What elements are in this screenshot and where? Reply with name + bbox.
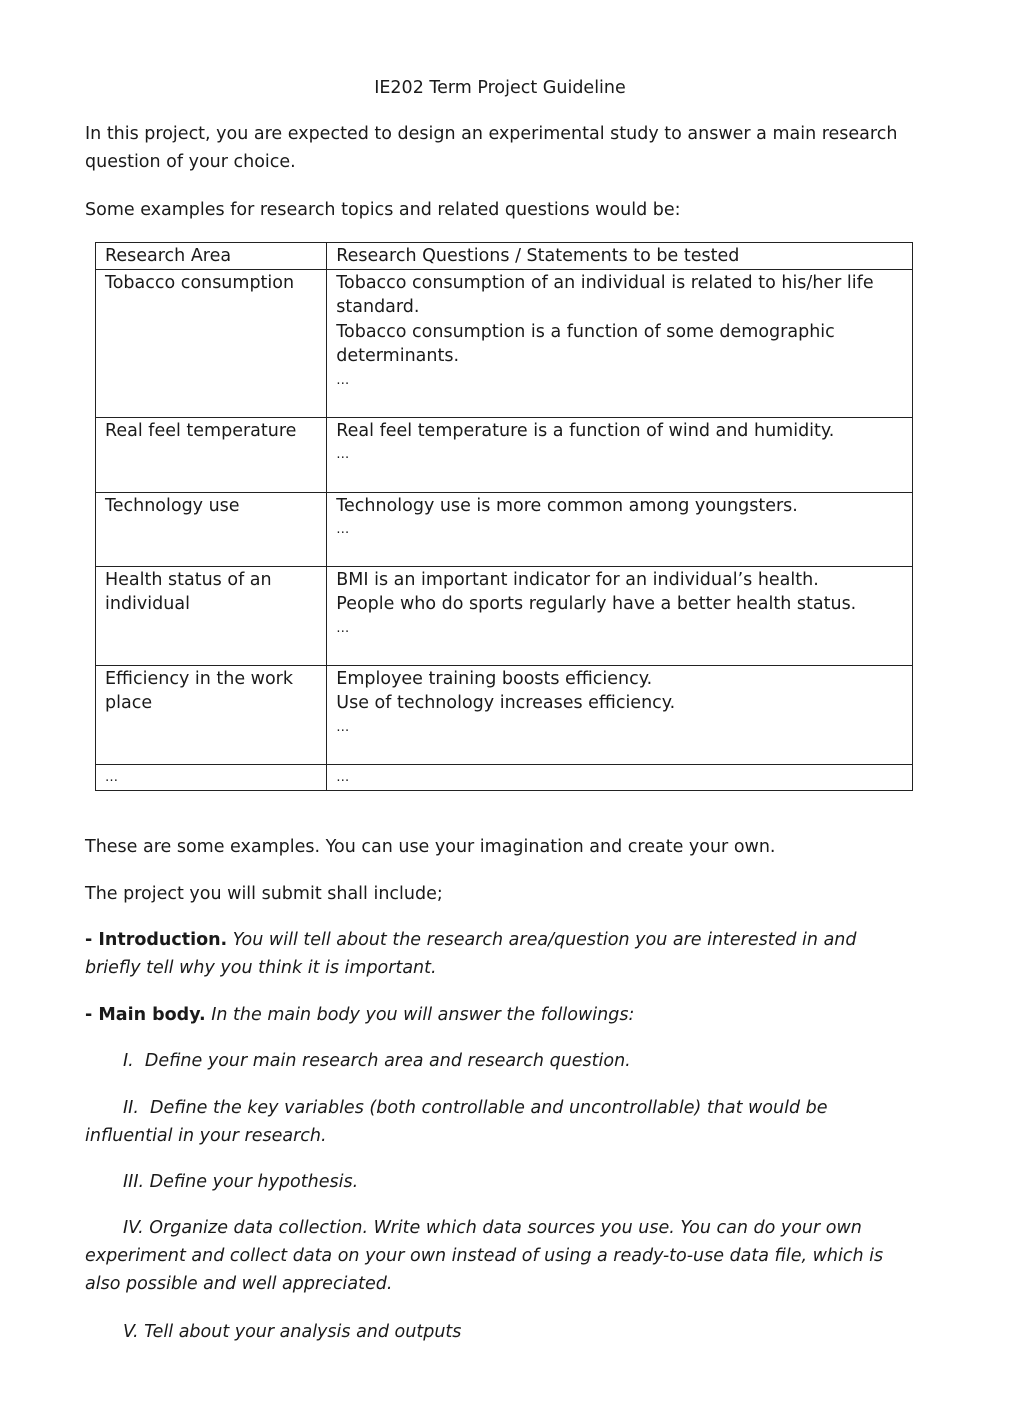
ellipsis-line: … xyxy=(336,447,351,462)
area-line: Real feel temperature xyxy=(105,420,297,441)
header-research-questions: Research Questions / Statements to be tested xyxy=(327,243,913,270)
examples-table xyxy=(95,242,913,791)
step-item xyxy=(85,1094,915,1150)
ellipsis-line: … xyxy=(336,769,351,785)
step-item xyxy=(85,1047,915,1075)
question-line: standard. xyxy=(336,297,420,317)
table-row xyxy=(96,417,913,492)
introduction-item xyxy=(85,926,915,982)
step-number: IV. xyxy=(123,1218,144,1238)
area-line: Efficiency in the work xyxy=(105,668,294,689)
question-line: determinants. xyxy=(336,346,460,366)
row-questions-cell xyxy=(327,665,913,764)
table-row xyxy=(96,665,913,764)
question-line: Tobacco consumption of an individual is related to his/her life xyxy=(336,272,874,293)
row-questions-cell xyxy=(327,764,913,791)
question-line: BMI is an important indicator for an individual’s health. xyxy=(336,569,819,590)
step-text: Tell about your analysis and outputs xyxy=(144,1322,462,1342)
row-area-cell xyxy=(96,764,327,791)
row-questions-cell xyxy=(327,417,913,492)
step-item xyxy=(85,1318,915,1346)
ellipsis-line: … xyxy=(336,522,351,537)
intro-paragraph: In this project, you are expected to design an experimental study to answer a main research question of your choice. xyxy=(85,124,898,172)
row-area-cell xyxy=(96,492,327,566)
question-line: Technology use is more common among youngsters. xyxy=(336,495,798,516)
area-line: Health status of an xyxy=(105,569,272,590)
step-number: I. xyxy=(123,1051,134,1071)
row-questions-cell xyxy=(327,492,913,566)
row-area-cell xyxy=(96,665,327,764)
introduction-label: - Introduction. xyxy=(85,930,228,950)
table-row xyxy=(96,764,913,791)
step-text: Define your main research area and research question. xyxy=(144,1051,631,1071)
row-area-cell xyxy=(96,566,327,665)
step-number: V. xyxy=(123,1322,139,1342)
table-row xyxy=(96,269,913,417)
step-item xyxy=(85,1214,915,1298)
ellipsis-line: … xyxy=(336,620,351,636)
question-line: Use of technology increases efficiency. xyxy=(336,693,676,713)
row-questions-cell xyxy=(327,269,913,417)
question-line: People who do sports regularly have a better health status. xyxy=(336,594,857,614)
step-text: Define the key variables (both controllable and uncontrollable) that would be influential in your research. xyxy=(85,1098,828,1146)
step-item xyxy=(85,1168,915,1196)
main-body-label: - Main body. xyxy=(85,1005,206,1025)
question-line: Employee training boosts efficiency. xyxy=(336,668,653,689)
examples-note-paragraph: These are some examples. You can use your imagination and create your own. xyxy=(85,837,776,857)
row-questions-cell xyxy=(327,566,913,665)
submission-lead-paragraph: The project you will submit shall include; xyxy=(85,884,443,904)
ellipsis-line: … xyxy=(336,719,351,735)
step-text: Define your hypothesis. xyxy=(149,1172,359,1192)
step-number: II. xyxy=(123,1098,139,1118)
main-body-item xyxy=(85,1001,915,1029)
main-body-text: In the main body you will answer the followings: xyxy=(211,1005,635,1025)
area-line: place xyxy=(105,693,153,713)
step-number: III. xyxy=(123,1172,145,1192)
question-line: Tobacco consumption is a function of some demographic xyxy=(336,321,835,342)
question-line: Real feel temperature is a function of wind and humidity. xyxy=(336,420,835,441)
examples-lead-paragraph: Some examples for research topics and related questions would be: xyxy=(85,200,681,220)
area-line: Technology use xyxy=(105,495,240,516)
ellipsis-line: … xyxy=(105,769,119,785)
introduction-text: You will tell about the research area/question you are interested in and briefly tell why you think it is important. xyxy=(85,930,857,978)
ellipsis-line: … xyxy=(336,372,351,388)
area-line: individual xyxy=(105,594,190,614)
row-area-cell xyxy=(96,417,327,492)
table-header-row xyxy=(96,243,913,270)
table-row xyxy=(96,492,913,566)
header-research-area: Research Area xyxy=(96,243,327,270)
row-area-cell xyxy=(96,269,327,417)
area-line: Tobacco consumption xyxy=(105,272,295,293)
step-text: Organize data collection. Write which data sources you use. You can do your own experiment and collect data on your own instead of using a ready-to-use data file, which is also possible and well appreciated. xyxy=(85,1218,884,1294)
document-title: IE202 Term Project Guideline xyxy=(374,78,626,98)
table-row xyxy=(96,566,913,665)
